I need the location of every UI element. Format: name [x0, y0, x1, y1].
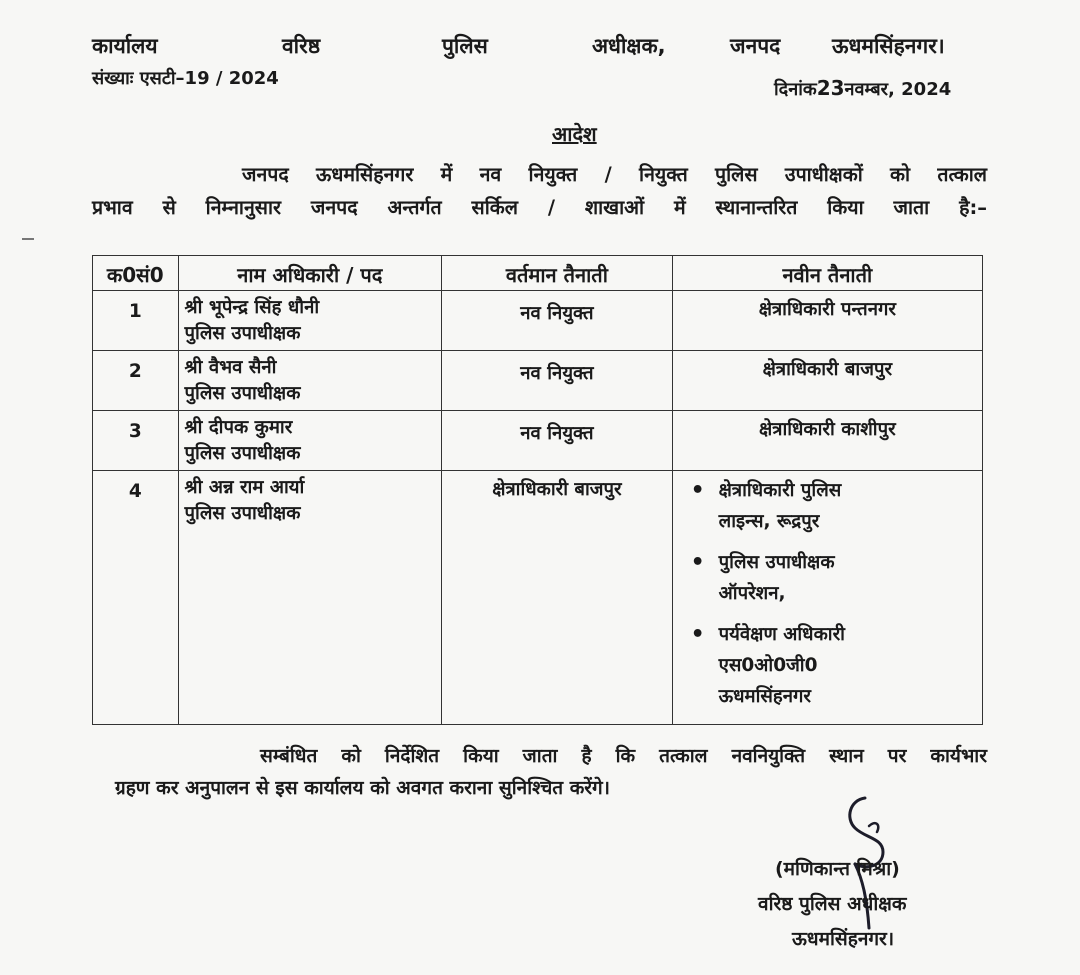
serial-cell: 3 — [93, 411, 179, 471]
officer-rank: पुलिस उपाधीक्षक — [184, 503, 301, 524]
column-header: वर्तमान तैनाती — [442, 256, 673, 291]
current-posting-cell: क्षेत्राधिकारी बाजपुर — [442, 471, 673, 725]
new-posting-cell: क्षेत्राधिकारी काशीपुर — [672, 411, 982, 471]
date-suffix: नवम्बर, 2024 — [844, 79, 952, 100]
list-item — [719, 619, 976, 712]
signatory-name: (मणिकान्त मिश्रा) — [775, 858, 900, 880]
officer-name: श्री दीपक कुमार — [184, 417, 293, 438]
serial-cell: 2 — [93, 351, 179, 411]
header-word: ऊधमसिंहनगर। — [832, 34, 945, 58]
officer-cell — [178, 291, 442, 351]
order-date — [774, 76, 951, 101]
officer-rank: पुलिस उपाधीक्षक — [184, 443, 301, 464]
list-item-line: ऑपरेशन, — [718, 583, 786, 604]
signatory-designation: वरिष्ठ पुलिस अधीक्षक — [758, 893, 907, 915]
serial-cell: 1 — [93, 291, 179, 351]
column-header: नवीन तैनाती — [672, 256, 982, 291]
date-prefix: दिनांक — [774, 79, 817, 100]
transfer-table — [92, 255, 983, 725]
column-header: क0सं0 — [93, 256, 179, 291]
officer-name: श्री अन्न राम आर्या — [184, 477, 305, 498]
column-header: नाम अधिकारी / पद — [178, 256, 442, 291]
header-word: पुलिस — [442, 34, 488, 58]
new-posting-list — [679, 475, 976, 712]
list-item-line: • पुलिस उपाधीक्षक — [718, 552, 835, 573]
list-item — [719, 547, 976, 609]
closing-line: ग्रहण कर अनुपालन से इस कार्यालय को अवगत कराना सुनिश्चित करेंगे। — [115, 777, 610, 799]
new-posting-cell: क्षेत्राधिकारी पन्तनगर — [672, 291, 982, 351]
table-row — [93, 351, 983, 411]
officer-cell — [178, 411, 442, 471]
table-row — [93, 291, 983, 351]
officer-name: श्री वैभव सैनी — [184, 357, 277, 378]
serial-cell: 4 — [93, 471, 179, 725]
margin-mark — [22, 238, 34, 240]
header-word: वरिष्ठ — [282, 34, 321, 58]
reference-number: संख्याः एसटी–19 / 2024 — [92, 68, 279, 89]
current-posting-cell: नव नियुक्त — [442, 351, 673, 411]
table-row — [93, 471, 983, 725]
list-item — [719, 475, 976, 537]
signatory-place: ऊधमसिंहनगर। — [792, 928, 895, 950]
current-posting-cell: नव नियुक्त — [442, 291, 673, 351]
list-item-line: ऊधमसिंहनगर — [718, 686, 811, 707]
header-word: कार्यालय — [92, 34, 158, 58]
officer-cell — [178, 471, 442, 725]
header-word: जनपद — [730, 34, 781, 58]
officer-rank: पुलिस उपाधीक्षक — [184, 323, 301, 344]
list-item-line: एस0ओ0जी0 — [718, 655, 818, 676]
closing-line: सम्बंधित को निर्देशित किया जाता है कि तत्काल नवनियुक्ति स्थान पर कार्यभार — [260, 745, 987, 767]
new-posting-cell — [672, 471, 982, 725]
new-posting-cell: क्षेत्राधिकारी बाजपुर — [672, 351, 982, 411]
intro-line: जनपद ऊधमसिंहनगर में नव नियुक्त / नियुक्त पुलिस उपाधीक्षकों को तत्काल — [242, 163, 987, 186]
table-header-row — [93, 256, 983, 291]
header-word: अधीक्षक, — [592, 34, 666, 58]
officer-cell — [178, 351, 442, 411]
order-title: आदेश — [552, 122, 597, 146]
intro-line: प्रभाव से निम्नानुसार जनपद अन्तर्गत सर्किल / शाखाओं में स्थानान्तरित किया जाता है:– — [92, 196, 987, 219]
list-item-line: लाइन्स, रूद्रपुर — [718, 511, 820, 532]
date-day: 23 — [816, 76, 845, 100]
officer-rank: पुलिस उपाधीक्षक — [184, 383, 301, 404]
office-header — [92, 28, 992, 68]
list-item-line: • पर्यवेक्षण अधिकारी — [718, 624, 845, 645]
current-posting-cell: नव नियुक्त — [442, 411, 673, 471]
intro-paragraph — [92, 158, 987, 224]
table-row — [93, 411, 983, 471]
list-item-line: • क्षेत्राधिकारी पुलिस — [718, 480, 842, 501]
officer-name: श्री भूपेन्द्र सिंह धौनी — [184, 297, 320, 318]
